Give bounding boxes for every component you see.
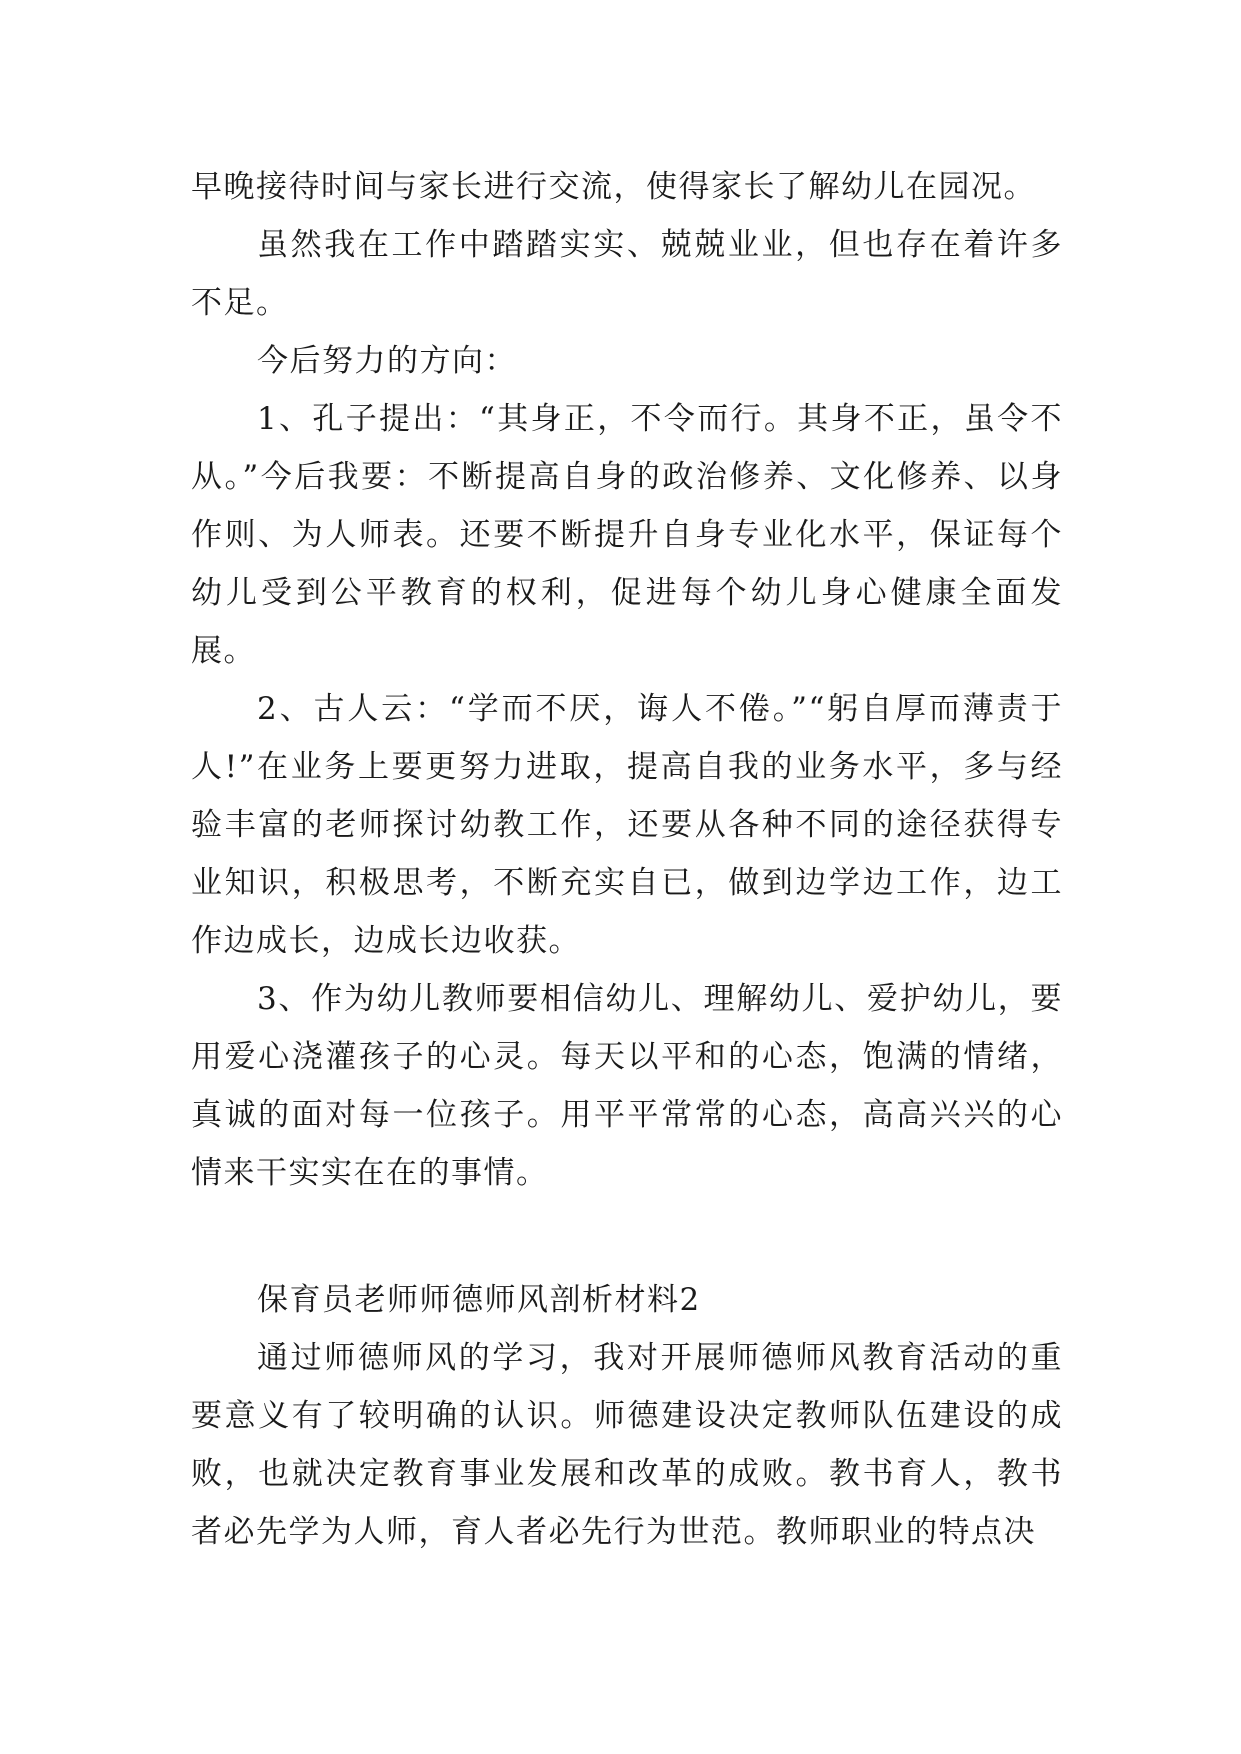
paragraph-continuation: 早晚接待时间与家长进行交流，使得家长了解幼儿在园况。 (191, 169, 1036, 205)
section-2 (191, 1271, 1063, 1561)
paragraph-intro: 通过师德师风的学习，我对开展师德师风教育活动的重要意义有了较明确的认识。师德建设决定教师队伍建设的成败，也就决定教育事业发展和改革的成败。教书育人，教书者必先学为人师，育人者必先行为世范。教师职业的特点决 (191, 1340, 1063, 1550)
paragraph-item-1: 1、孔子提出：“其身正，不令而行。其身不正，虽令不从。”今后我要：不断提高自身的政治修养、文化修养、以身作则、为人师表。还要不断提升自身专业化水平，保证每个幼儿受到公平教育的权利，促进每个幼儿身心健康全面发展。 (191, 401, 1063, 669)
paragraph-item-3: 3、作为幼儿教师要相信幼儿、理解幼儿、爱护幼儿，要用爱心浇灌孩子的心灵。每天以平和的心态，饱满的情绪，真诚的面对每一位孩子。用平平常常的心态，高高兴兴的心情来干实实在在的事情。 (191, 981, 1063, 1191)
section-title: 保育员老师师德师风剖析材料2 (257, 1282, 701, 1318)
paragraph-future-direction-heading: 今后努力的方向： (257, 343, 517, 379)
section-1 (191, 158, 1063, 1202)
paragraph-shortcomings: 虽然我在工作中踏踏实实、兢兢业业，但也存在着许多不足。 (191, 227, 1063, 321)
paragraph-item-2: 2、古人云：“学而不厌，诲人不倦。”“躬自厚而薄责于人!”在业务上要更努力进取，提高自我的业务水平，多与经验丰富的老师探讨幼教工作，还要从各种不同的途径获得专业知识，积极思考，不断充实自已，做到边学边工作，边工作边成长，边成长边收获。 (191, 691, 1063, 959)
